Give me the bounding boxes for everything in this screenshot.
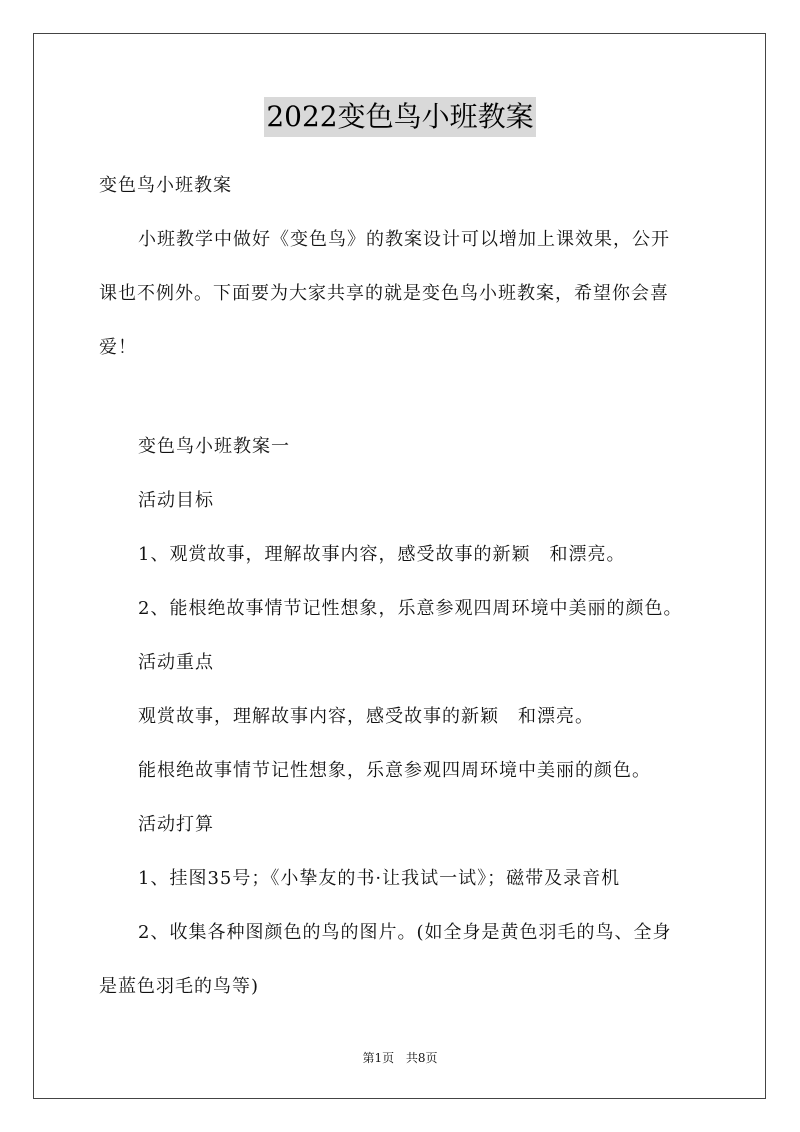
paragraph-line: 爱！ [99, 337, 137, 358]
list-item: 2、能根绝故事情节记性想象，乐意参观四周环境中美丽的颜色。 [138, 598, 683, 619]
list-item: 1、挂图35号；《小挚友的书·让我试一试》；磁带及录音机 [138, 868, 621, 889]
paragraph-line: 能根绝故事情节记性想象，乐意参观四周环境中美丽的颜色。 [138, 760, 651, 781]
paragraph-line: 观赏故事，理解故事内容，感受故事的新颖 和漂亮。 [138, 706, 594, 727]
paragraph-line: 课也不例外。下面要为大家共享的就是变色鸟小班教案，希望你会喜 [99, 283, 669, 304]
list-item: 2、收集各种图颜色的鸟的图片。(如全身是黄色羽毛的鸟、全身 [138, 922, 672, 943]
page-number-current: 第1页 [362, 1051, 395, 1065]
paragraph-line: 小班教学中做好《变色鸟》的教案设计可以增加上课效果，公开 [138, 229, 670, 250]
page-number-total: 共8页 [405, 1051, 438, 1065]
paragraph-line: 是蓝色羽毛的鸟等) [99, 976, 260, 997]
section-heading: 活动目标 [138, 490, 214, 511]
list-item: 1、观赏故事，理解故事内容，感受故事的新颖 和漂亮。 [138, 544, 626, 565]
section-heading: 活动重点 [138, 652, 214, 673]
section-heading: 活动打算 [138, 814, 214, 835]
document-title: 2022变色鸟小班教案 [264, 97, 535, 137]
page-footer [0, 1050, 800, 1066]
section-heading: 变色鸟小班教案一 [138, 436, 290, 457]
title-container [0, 97, 800, 137]
subtitle-line: 变色鸟小班教案 [99, 175, 232, 196]
